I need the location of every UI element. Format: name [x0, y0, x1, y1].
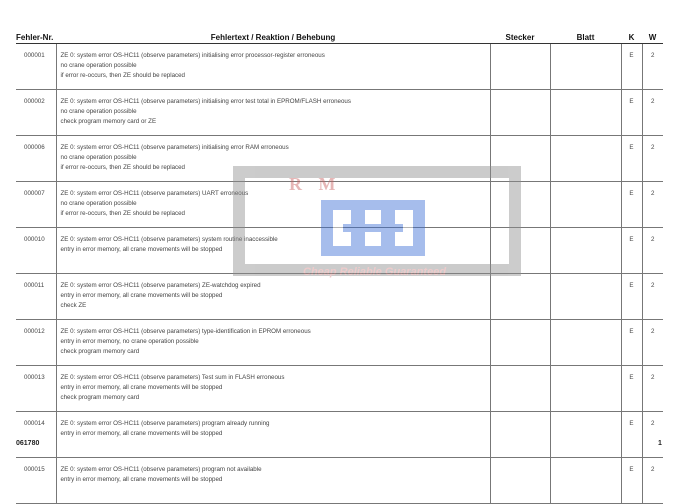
- fault-description: [56, 412, 490, 458]
- fault-description: [56, 366, 490, 412]
- connector-cell: [490, 90, 550, 136]
- fault-description-line: ZE 0: system error OS-HC11 (observe parameters) UART erroneous: [60, 190, 249, 197]
- header-sheet: Blatt: [550, 32, 621, 44]
- connector-cell: [490, 366, 550, 412]
- connector-cell: [490, 320, 550, 366]
- fault-description-line: check program memory card or ZE: [60, 118, 157, 125]
- sheet-cell: [550, 366, 621, 412]
- sheet-cell: [550, 182, 621, 228]
- fault-number: 000006: [16, 136, 56, 182]
- sheet-cell: [550, 136, 621, 182]
- fault-description: [56, 320, 490, 366]
- document-code: 061780: [16, 440, 40, 447]
- fault-description-line: entry in error memory, all crane movements will be stopped: [60, 292, 223, 299]
- k-cell: E: [621, 274, 642, 320]
- table-row: [16, 44, 663, 90]
- fault-description-line: ZE 0: system error OS-HC11 (observe parameters) program not available: [60, 466, 262, 473]
- fault-description-line: no crane operation possible: [60, 200, 137, 207]
- fault-number: 000002: [16, 90, 56, 136]
- fault-description-line: entry in error memory, all crane movements will be stopped: [60, 246, 223, 253]
- table-row: [16, 228, 663, 274]
- header-connector: Stecker: [490, 32, 550, 44]
- fault-number: 000011: [16, 274, 56, 320]
- fault-description-line: ZE 0: system error OS-HC11 (observe parameters) Test sum in FLASH erroneous: [60, 374, 285, 381]
- k-cell: E: [621, 320, 642, 366]
- sheet-cell: [550, 320, 621, 366]
- fault-description: [56, 228, 490, 274]
- k-cell: E: [621, 366, 642, 412]
- header-k: K: [621, 32, 642, 44]
- fault-description: [56, 182, 490, 228]
- fault-description-line: check program memory card: [60, 348, 140, 355]
- fault-description-line: if error re-occurs, then ZE should be replaced: [60, 210, 185, 217]
- header-fault-text: Fehlertext / Reaktion / Behebung: [56, 32, 490, 44]
- sheet-cell: [550, 274, 621, 320]
- fault-description-line: no crane operation possible: [60, 154, 137, 161]
- table-row: [16, 136, 663, 182]
- fault-description-line: if error re-occurs, then ZE should be replaced: [60, 72, 185, 79]
- watermark-tagline: Cheap Reliable Guaranteed: [303, 266, 447, 278]
- w-cell: 2: [642, 90, 663, 136]
- connector-cell: [490, 182, 550, 228]
- watermark-brand: R M: [289, 174, 342, 194]
- connector-cell: [490, 228, 550, 274]
- table-row: [16, 366, 663, 412]
- w-cell: 2: [642, 412, 663, 458]
- fault-description-line: check ZE: [60, 302, 87, 309]
- k-cell: E: [621, 458, 642, 504]
- fault-number: 000014: [16, 412, 56, 458]
- connector-cell: [490, 44, 550, 90]
- table-row: [16, 274, 663, 320]
- w-cell: 2: [642, 136, 663, 182]
- connector-cell: [490, 274, 550, 320]
- sheet-cell: [550, 90, 621, 136]
- table-row: [16, 182, 663, 228]
- fault-description: [56, 136, 490, 182]
- fault-description-line: ZE 0: system error OS-HC11 (observe parameters) initialising error test total in EPROM/FLASH erroneous: [60, 98, 351, 105]
- w-cell: 2: [642, 44, 663, 90]
- fault-description-line: entry in error memory, all crane movements will be stopped: [60, 384, 223, 391]
- fault-description-line: no crane operation possible: [60, 108, 137, 115]
- fault-rows: [16, 44, 663, 504]
- fault-description: [56, 44, 490, 90]
- sheet-cell: [550, 44, 621, 90]
- w-cell: 2: [642, 458, 663, 504]
- header-fault-number: Fehler-Nr.: [16, 32, 56, 44]
- fault-description: [56, 274, 490, 320]
- fault-description-line: ZE 0: system error OS-HC11 (observe parameters) program already running: [60, 420, 270, 427]
- w-cell: 2: [642, 274, 663, 320]
- header-w: W: [642, 32, 663, 44]
- sheet-cell: [550, 412, 621, 458]
- fault-table: [16, 32, 663, 504]
- fault-description-line: ZE 0: system error OS-HC11 (observe parameters) system routine inaccessible: [60, 236, 278, 243]
- fault-description-line: ZE 0: system error OS-HC11 (observe parameters) type-identification in EPROM erroneous: [60, 328, 311, 335]
- fault-description-line: entry in error memory, all crane movements will be stopped: [60, 430, 223, 437]
- fault-description-line: if error re-occurs, then ZE should be replaced: [60, 164, 185, 171]
- fault-number: 000010: [16, 228, 56, 274]
- w-cell: 2: [642, 182, 663, 228]
- fault-description-line: ZE 0: system error OS-HC11 (observe parameters) initialising error RAM erroneous: [60, 144, 289, 151]
- page-number: 1: [658, 440, 662, 447]
- k-cell: E: [621, 44, 642, 90]
- w-cell: 2: [642, 320, 663, 366]
- w-cell: 2: [642, 366, 663, 412]
- fault-number: 000007: [16, 182, 56, 228]
- k-cell: E: [621, 90, 642, 136]
- k-cell: E: [621, 136, 642, 182]
- table-row: [16, 90, 663, 136]
- fault-description-line: entry in error memory, no crane operation possible: [60, 338, 199, 345]
- k-cell: E: [621, 182, 642, 228]
- fault-number: 000012: [16, 320, 56, 366]
- connector-cell: [490, 136, 550, 182]
- connector-cell: [490, 412, 550, 458]
- w-cell: 2: [642, 228, 663, 274]
- fault-description-line: entry in error memory, all crane movements will be stopped: [60, 476, 223, 483]
- fault-description-line: no crane operation possible: [60, 62, 137, 69]
- table-row: [16, 320, 663, 366]
- table-row: [16, 412, 663, 458]
- fault-description-line: check program memory card: [60, 394, 140, 401]
- fault-number: 000013: [16, 366, 56, 412]
- k-cell: E: [621, 228, 642, 274]
- fault-number: 000001: [16, 44, 56, 90]
- sheet-cell: [550, 228, 621, 274]
- k-cell: E: [621, 412, 642, 458]
- fault-number: 000015: [16, 458, 56, 504]
- fault-description: [56, 90, 490, 136]
- table-header-row: [16, 32, 663, 44]
- fault-description-line: ZE 0: system error OS-HC11 (observe parameters) initialising error processor-register erroneous: [60, 52, 325, 59]
- fault-description-line: ZE 0: system error OS-HC11 (observe parameters) ZE-watchdog expired: [60, 282, 261, 289]
